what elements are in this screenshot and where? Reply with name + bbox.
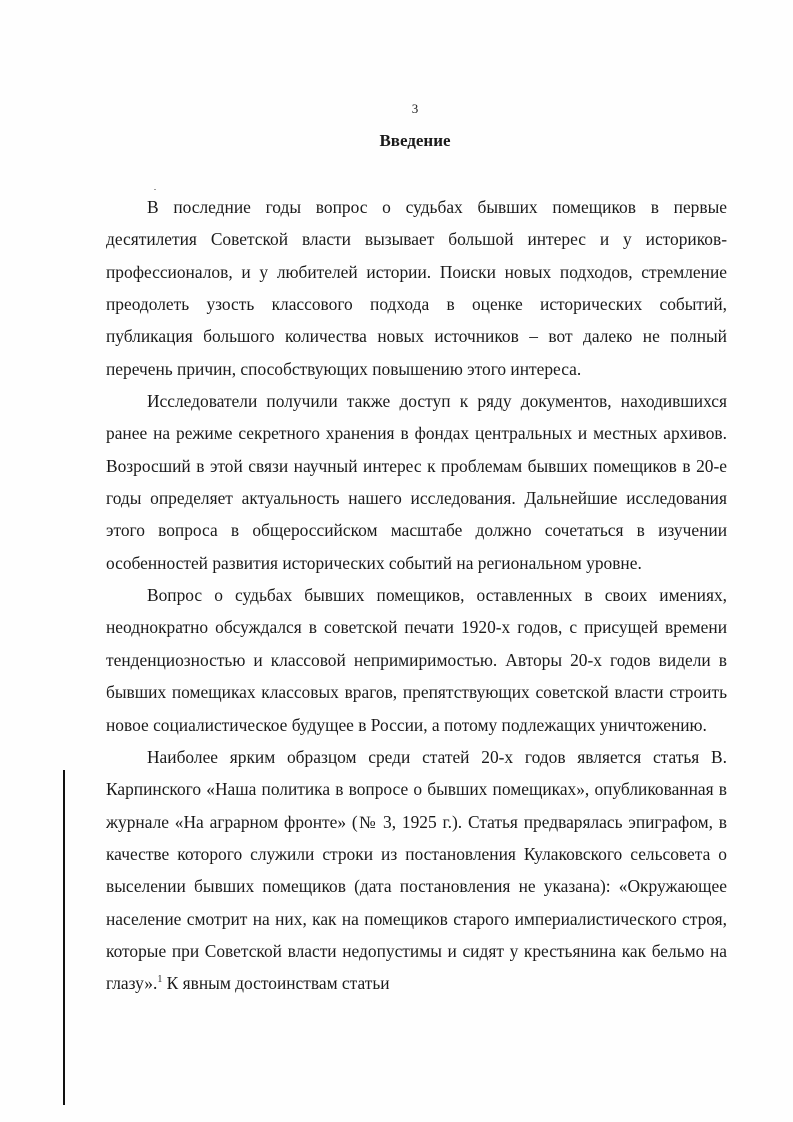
page-number: 3 (411, 101, 419, 116)
paragraph: Вопрос о судьбах бывших помещиков, оставленных в своих имениях, неоднократно обсуждался в советской печати 1920-х годов, с присущей времени тенденциозностью и классовой непримиримостью. Авторы 20-х годов видели в бывших помещиках классовых врагов, препятствующих советской власти строить новое социалистическое будущее в России, а потому подлежащих уничтожению. (106, 585, 727, 735)
paragraph (106, 741, 727, 1000)
paragraph: В последние годы вопрос о судьбах бывших помещиков в первые десятилетия Советской власти вызывает большой интерес и у историков-профессионалов, и у любителей истории. Поиски новых подходов, стремление преодолеть узость классового подхода в оценке исторических событий, публикация большого количества новых источников – вот далеко не полный перечень причин, способствующих повышению этого интереса. (106, 197, 727, 379)
scan-edge-line (63, 770, 65, 1105)
paragraph: Исследователи получили также доступ к ряду документов, находившихся ранее на режиме секретного хранения в фондах центральных и местных архивов. Возросший в этой связи научный интерес к проблемам бывших помещиков в 20-е годы определяет актуальность нашего исследования. Дальнейшие исследования этого вопроса в общероссийском масштабе должно сочетаться в изучении особенностей развития исторических событий на региональном уровне. (106, 391, 727, 573)
paragraph-text: Наиболее ярким образцом среди статей 20-х годов является статья В. Карпинского «Наша политика в вопросе о бывших помещиках», опубликованная в журнале «На аграрном фронте» (№ 3, 1925 г.). Статья предварялась эпиграфом, в качестве которого служили строки из постановления Кулаковского сельсовета о выселении бывших помещиков (дата постановления не указана): «Окружающее население смотрит на них, как на помещиков старого империалистического строя, которые при Советской власти недопустимы и сидят у крестьянина как бельмо на глазу». (106, 746, 727, 994)
scan-artifact (154, 189, 156, 190)
section-title: Введение (379, 131, 451, 150)
paragraph-text-continued: К явным достоинствам статьи (162, 973, 390, 994)
body-text (106, 191, 727, 1000)
footnote-marker: 1 (157, 974, 163, 986)
